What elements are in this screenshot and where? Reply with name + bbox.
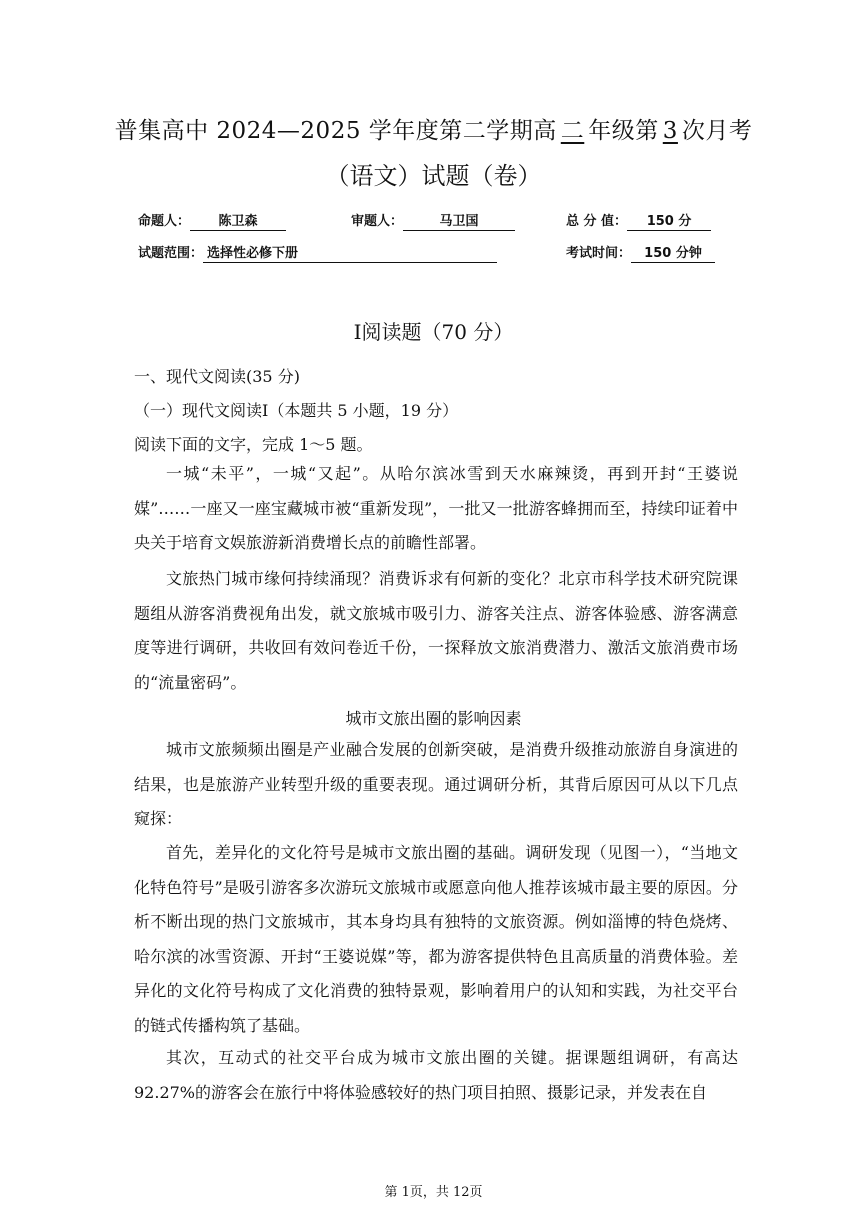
scope-value: 选择性必修下册 [203,242,497,263]
scope-field [138,242,497,263]
paragraph-4: 首先，差异化的文化符号是城市文旅出圈的基础。调研发现（见图一），“当地文化特色符号”是吸引游客多次游玩文旅城市或愿意向他人推荐该城市最主要的原因。分析不断出现的热门文旅城市，其本身均具有独特的文旅资源。例如淄博的特色烧烤、哈尔滨的冰雪资源、开封“王婆说媒”等，都为游客提供特色且高质量的消费体验。差异化的文化符号构成了文化消费的独特景观，影响着用户的认知和实践，为社交平台的链式传播构筑了基础。 [134,843,738,1035]
setter-value: 陈卫森 [190,210,286,231]
subpart-heading: （一）现代文阅读Ⅰ（本题共 5 小题，19 分） [134,401,459,420]
setter-field [138,210,286,231]
article-subheading: 城市文旅出圈的影响因素 [345,709,522,728]
exam-time-field [566,242,715,263]
total-score-field [566,210,711,231]
title-prefix: 普集高中 2024—2025 学年度第二学期高 [114,118,557,144]
scope-label: 试题范围： [138,246,204,261]
total-score-value: 150 分 [627,210,711,231]
exam-time-label: 考试时间： [566,246,632,261]
paragraph-5: 其次，互动式的社交平台成为城市文旅出圈的关键。据课题组调研，有高达92.27%的游客会在旅行中将体验感较好的热门项目拍照、摄影记录，并发表在自 [134,1048,738,1102]
paragraph-2: 文旅热门城市缘何持续涌现？消费诉求有何新的变化？北京市科学技术研究院课题组从游客消费视角出发，就文旅城市吸引力、游客关注点、游客体验感、游客满意度等进行调研，共收回有效问卷近千份，一探释放文旅消费潜力、激活文旅消费市场的“流量密码”。 [134,569,738,692]
section-title: Ⅰ阅读题（70 分） [353,320,514,344]
exam-time-value: 150 分钟 [631,242,715,263]
exam-subtitle: （语文）试题（卷） [325,162,542,190]
instruction: 阅读下面的文字，完成 1～5 题。 [134,435,373,454]
title-number: 3 [662,118,678,144]
reviewer-field [351,210,515,231]
total-score-label: 总 分 值： [566,214,628,229]
title-suffix: 次月考 [681,118,753,144]
page-footer: 第 1页，共 12页 [384,1185,483,1200]
setter-label: 命题人： [138,214,191,229]
title-grade: 二 [560,118,585,144]
exam-title [0,112,867,145]
title-mid: 年级第 [588,118,659,144]
reviewer-label: 审题人： [351,214,404,229]
paragraph-3: 城市文旅频频出圈是产业融合发展的创新突破，是消费升级推动旅游自身演进的结果，也是旅游产业转型升级的重要表现。通过调研分析，其背后原因可从以下几点窥探： [134,740,738,829]
paragraph-1: 一城“未平”，一城“又起”。从哈尔滨冰雪到天水麻辣烫，再到开封“王婆说媒”……一座又一座宝藏城市被“重新发现”，一批又一批游客蜂拥而至，持续印证着中央关于培育文娱旅游新消费增长点的前瞻性部署。 [134,464,738,553]
reviewer-value: 马卫国 [403,210,515,231]
part-heading: 一、现代文阅读(35 分) [134,367,300,386]
